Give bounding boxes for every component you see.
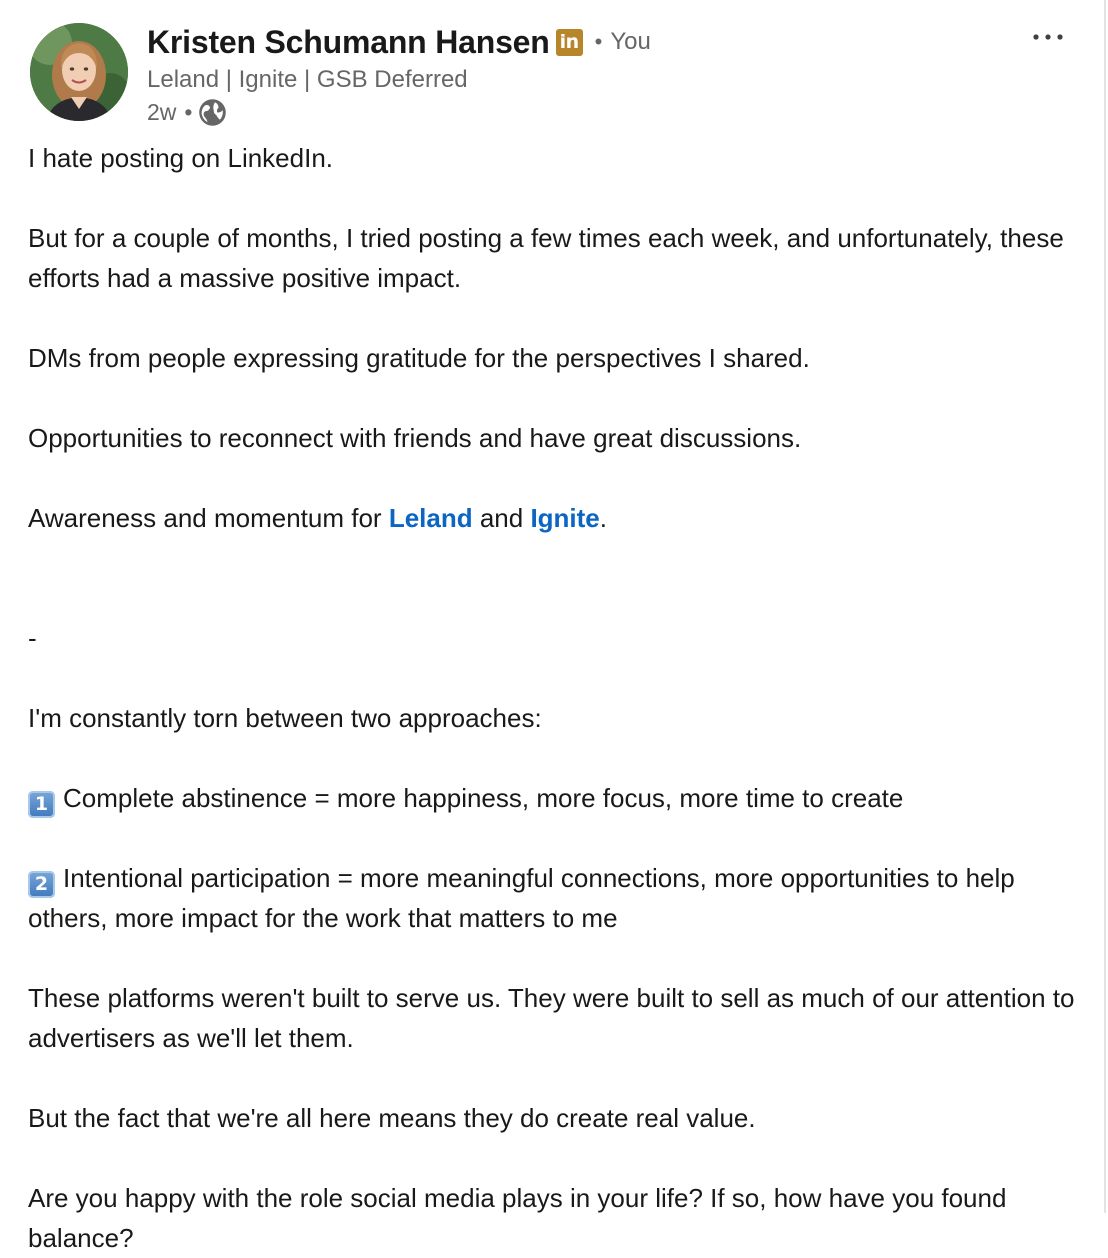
- keycap-one-icon: 1: [28, 791, 55, 818]
- post-time[interactable]: 2w: [147, 98, 177, 125]
- post-paragraph: I'm constantly torn between two approaches:: [28, 703, 542, 733]
- post-paragraph: These platforms weren't built to serve us. They were built to sell as much of our attention to advertisers as we'll let them.: [28, 983, 1075, 1053]
- list-item-text: Complete abstinence = more happiness, more focus, more time to create: [63, 783, 904, 813]
- list-item: [28, 778, 1078, 818]
- author-name[interactable]: Kristen Schumann Hansen: [147, 23, 550, 60]
- post-paragraph: But the fact that we're all here means they do create real value.: [28, 1103, 756, 1133]
- post-paragraph: But for a couple of months, I tried posting a few times each week, and unfortunately, these efforts had a massive positive impact.: [28, 223, 1064, 293]
- separator-dot: •: [594, 29, 603, 54]
- mention-link-leland[interactable]: Leland: [388, 503, 473, 533]
- post-paragraph: [28, 498, 1078, 538]
- post-paragraph: DMs from people expressing gratitude for the perspectives I shared.: [28, 343, 810, 373]
- avatar[interactable]: [30, 23, 128, 121]
- relation-label: You: [610, 28, 651, 55]
- post-body: [28, 138, 1078, 1258]
- section-divider: -: [28, 623, 37, 653]
- more-options-button[interactable]: [1028, 24, 1068, 50]
- post-paragraph: Are you happy with the role social media plays in your life? If so, how have you found balance?: [28, 1183, 1007, 1253]
- keycap-two-icon: 2: [28, 871, 55, 898]
- text-segment: and: [472, 503, 531, 533]
- author-headline: Leland | Ignite | GSB Deferred: [147, 66, 468, 93]
- text-segment: Awareness and momentum for: [28, 503, 389, 533]
- author-row: [147, 22, 651, 62]
- list-item: [28, 858, 1078, 938]
- post-header: [147, 22, 651, 128]
- text-segment: .: [599, 503, 608, 533]
- more-horizontal-icon: [1032, 33, 1064, 41]
- post-paragraph: Opportunities to reconnect with friends and have great discussions.: [28, 423, 802, 453]
- mention-link-ignite[interactable]: Ignite: [530, 503, 600, 533]
- post-paragraph: I hate posting on LinkedIn.: [28, 143, 334, 173]
- post-meta: [147, 96, 651, 128]
- linkedin-premium-icon: in: [556, 29, 583, 56]
- globe-icon: [198, 98, 227, 127]
- separator-dot: •: [184, 98, 193, 125]
- avatar-photo: [30, 23, 128, 121]
- list-item-text: Intentional participation = more meaningful connections, more opportunities to help others, more impact for the work that matters to me: [28, 863, 1015, 933]
